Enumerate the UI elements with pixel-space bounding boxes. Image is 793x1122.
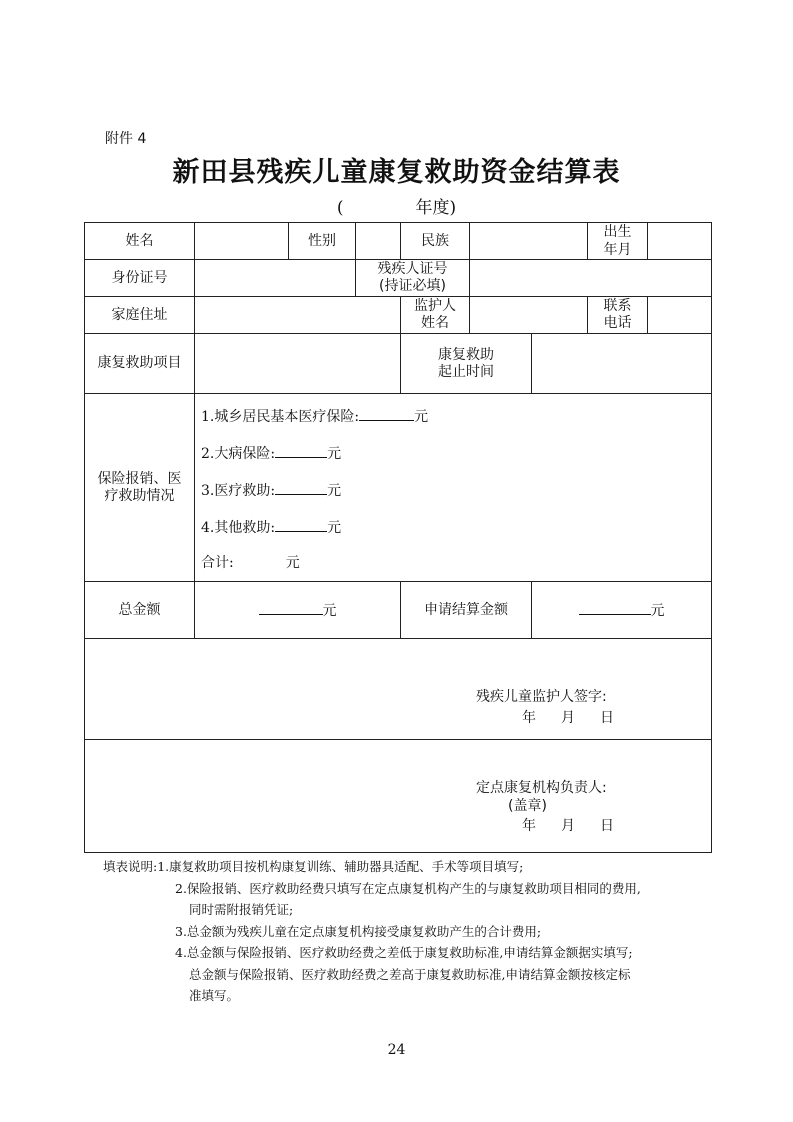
name-value[interactable] bbox=[195, 223, 289, 260]
rehab-project-value[interactable] bbox=[195, 334, 401, 394]
note-1: 1.康复救助项目按机构康复训练、辅助器具适配、手术等项目填写; bbox=[157, 859, 524, 874]
note-2b: 同时需附报销凭证; bbox=[189, 902, 294, 917]
insurance-label-2: 疗救助情况 bbox=[104, 487, 175, 504]
phone-label-1: 联系 bbox=[603, 298, 632, 314]
subtotal-unit: 元 bbox=[285, 555, 300, 571]
year-open-paren: ( bbox=[336, 198, 344, 218]
insurance-item-blank[interactable] bbox=[275, 480, 327, 495]
note-3: 3.总金额为残疾儿童在定点康复机构接受康复救助产生的合计费用; bbox=[175, 923, 542, 939]
id-number-value[interactable] bbox=[195, 260, 356, 297]
note-4a: 4.总金额与保险报销、医疗救助经费之差低于康复救助标准,申请结算金额据实填写; bbox=[175, 945, 633, 960]
phone-value[interactable] bbox=[648, 297, 712, 334]
note-4b: 总金额与保险报销、医疗救助经费之差高于康复救助标准,申请结算金额按核定标 bbox=[189, 966, 631, 982]
insurance-item-blank[interactable] bbox=[275, 443, 327, 458]
total-amount-cell bbox=[195, 582, 401, 639]
insurance-item-label: 2.大病保险: bbox=[201, 446, 276, 462]
insurance-label-1: 保险报销、医 bbox=[97, 470, 182, 487]
filling-instructions bbox=[103, 856, 703, 1007]
note-4c: 准填写。 bbox=[189, 988, 240, 1003]
insurance-label bbox=[85, 394, 195, 582]
date-day: 日 bbox=[600, 710, 614, 726]
attachment-label: 附件 4 bbox=[105, 131, 147, 147]
ethnicity-label: 民族 bbox=[401, 223, 470, 260]
settlement-form-table bbox=[84, 222, 712, 853]
rehab-period-label bbox=[401, 334, 532, 394]
year-line bbox=[0, 193, 793, 218]
year-label: 年度) bbox=[415, 198, 457, 218]
phone-label bbox=[588, 297, 648, 334]
birth-label bbox=[588, 223, 648, 260]
id-number-label: 身份证号 bbox=[85, 260, 195, 297]
total-amount-blank[interactable] bbox=[259, 600, 323, 615]
disability-cert-label-1: 残疾人证号 bbox=[377, 261, 448, 277]
settle-amount-blank[interactable] bbox=[579, 600, 651, 615]
insurance-item bbox=[201, 517, 711, 554]
gender-label: 性别 bbox=[289, 223, 356, 260]
institution-signature-cell[interactable] bbox=[85, 740, 712, 853]
insurance-item bbox=[201, 406, 711, 443]
rehab-project-label: 康复救助项目 bbox=[85, 334, 195, 394]
notes-lead: 填表说明: bbox=[103, 859, 158, 874]
guardian-name-label-2: 姓名 bbox=[421, 315, 449, 331]
seal-label: (盖章) bbox=[508, 798, 547, 814]
gender-value[interactable] bbox=[356, 223, 401, 260]
phone-label-2: 电话 bbox=[603, 315, 632, 331]
date-day: 日 bbox=[600, 818, 614, 834]
insurance-item bbox=[201, 480, 711, 517]
rehab-period-label-2: 起止时间 bbox=[438, 363, 494, 380]
guardian-signature-label: 残疾儿童监护人签字: bbox=[476, 689, 607, 705]
insurance-item-label: 1.城乡居民基本医疗保险: bbox=[201, 409, 360, 425]
address-value[interactable] bbox=[195, 297, 401, 334]
institution-signature-label: 定点康复机构负责人: bbox=[476, 780, 607, 796]
page-number: 24 bbox=[387, 1042, 406, 1058]
date-month: 月 bbox=[561, 710, 575, 726]
insurance-item-unit: 元 bbox=[327, 483, 342, 499]
insurance-item bbox=[201, 443, 711, 480]
settle-amount-cell bbox=[532, 582, 712, 639]
guardian-name-label-1: 监护人 bbox=[414, 298, 456, 314]
date-year: 年 bbox=[522, 818, 536, 834]
birth-value[interactable] bbox=[648, 223, 712, 260]
insurance-details bbox=[195, 394, 712, 582]
name-label: 姓名 bbox=[85, 223, 195, 260]
insurance-item-unit: 元 bbox=[327, 446, 342, 462]
institution-signature-date bbox=[522, 818, 614, 835]
guardian-signature-date bbox=[522, 710, 614, 727]
guardian-name-value[interactable] bbox=[470, 297, 588, 334]
guardian-name-label bbox=[401, 297, 470, 334]
guardian-signature-cell[interactable] bbox=[85, 639, 712, 740]
insurance-item-blank[interactable] bbox=[275, 517, 327, 532]
insurance-item-unit: 元 bbox=[327, 520, 342, 536]
ethnicity-value[interactable] bbox=[470, 223, 588, 260]
disability-cert-value[interactable] bbox=[470, 260, 712, 297]
disability-cert-label-2: (持证必填) bbox=[379, 278, 446, 294]
insurance-item-blank[interactable] bbox=[359, 406, 414, 421]
address-label: 家庭住址 bbox=[85, 297, 195, 334]
settle-amount-label: 申请结算金额 bbox=[401, 582, 532, 639]
insurance-item-unit: 元 bbox=[414, 409, 429, 425]
total-amount-unit: 元 bbox=[322, 603, 337, 619]
settle-amount-unit: 元 bbox=[650, 603, 665, 619]
insurance-item-label: 4.其他救助: bbox=[201, 520, 276, 536]
date-year: 年 bbox=[522, 710, 536, 726]
page-title: 新田县残疾儿童康复救助资金结算表 bbox=[172, 157, 621, 188]
note-2a: 2.保险报销、医疗救助经费只填写在定点康复机构产生的与康复救助项目相同的费用, bbox=[175, 880, 641, 896]
rehab-period-label-1: 康复救助 bbox=[438, 346, 494, 363]
note-line-1 bbox=[103, 856, 703, 878]
total-amount-label: 总金额 bbox=[85, 582, 195, 639]
insurance-item-label: 3.医疗救助: bbox=[201, 483, 276, 499]
insurance-subtotal bbox=[201, 554, 711, 578]
rehab-period-value[interactable] bbox=[532, 334, 712, 394]
date-month: 月 bbox=[561, 818, 575, 834]
disability-cert-label bbox=[356, 260, 470, 297]
birth-label-text: 出生年月 bbox=[603, 224, 632, 258]
subtotal-label: 合计: bbox=[201, 555, 234, 571]
